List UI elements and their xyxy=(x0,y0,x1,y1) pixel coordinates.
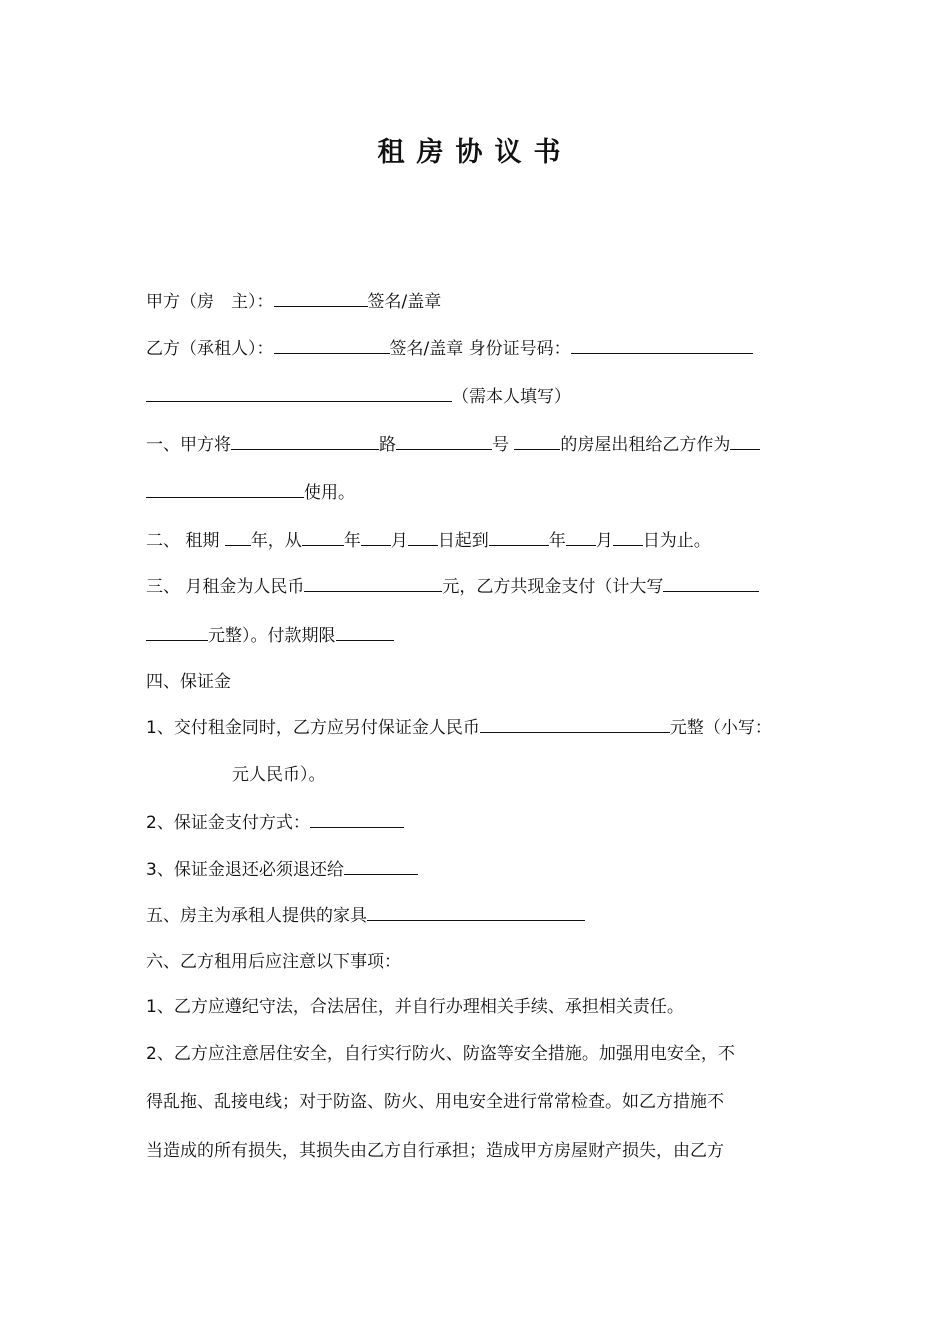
end-month-blank[interactable] xyxy=(566,528,596,546)
clause-6-item-1: 1、乙方应遵纪守法，合法居住，并自行办理相关手续、承担相关责任。 xyxy=(146,997,684,1017)
deposit-method-blank[interactable] xyxy=(310,810,404,828)
clause-4-item-2: 2、保证金支付方式： xyxy=(146,810,404,835)
deposit-refund-blank[interactable] xyxy=(344,857,418,875)
clause-4-item-3: 3、保证金退还必须退还给 xyxy=(146,857,418,882)
clause-4-item-1: 1、交付租金同时，乙方应另付保证金人民币 元整（小写： xyxy=(146,715,772,740)
party-b-signature-blank[interactable] xyxy=(274,336,390,354)
unit-blank[interactable] xyxy=(514,432,560,450)
payment-term-blank[interactable] xyxy=(336,623,394,641)
start-year-blank[interactable] xyxy=(302,528,344,546)
number-blank[interactable] xyxy=(396,432,492,450)
clause-5: 五、房主为承租人提供的家具 xyxy=(146,903,585,928)
usage-blank[interactable] xyxy=(730,432,760,450)
deposit-amount-blank[interactable] xyxy=(480,715,670,733)
rent-uppercase-blank[interactable] xyxy=(663,574,759,592)
end-year-blank[interactable] xyxy=(489,528,549,546)
term-years-blank[interactable] xyxy=(225,528,251,546)
clause-4-item-1-cont: 元人民币）。 xyxy=(232,765,326,785)
clause-6-item-2-line3: 当造成的所有损失，其损失由乙方自行承担；造成甲方房屋财产损失，由乙方 xyxy=(146,1141,724,1161)
clause-3-line2: 元整）。付款期限 xyxy=(146,623,394,648)
road-blank[interactable] xyxy=(231,432,379,450)
monthly-rent-blank[interactable] xyxy=(304,574,442,592)
end-day-blank[interactable] xyxy=(613,528,643,546)
party-a-line: 甲方（房 主）： 签名/盖章 xyxy=(146,289,441,314)
furniture-blank[interactable] xyxy=(367,903,585,921)
clause-1-line2: 使用。 xyxy=(146,480,355,505)
usage-blank-2[interactable] xyxy=(146,480,304,498)
start-day-blank[interactable] xyxy=(408,528,438,546)
party-b-line: 乙方（承租人）： 签名/盖章 身份证号码： xyxy=(146,336,753,361)
start-month-blank[interactable] xyxy=(361,528,391,546)
clause-6-heading: 六、乙方租用后应注意以下事项： xyxy=(146,952,401,972)
clause-4-heading: 四、保证金 xyxy=(146,672,231,692)
id-number-blank[interactable] xyxy=(571,336,753,354)
clause-6-item-2-line2: 得乱拖、乱接电线；对于防盗、防火、用电安全进行常常检查。如乙方措施不 xyxy=(146,1092,724,1112)
rent-uppercase-blank-2[interactable] xyxy=(146,623,208,641)
clause-1-line1: 一、甲方将 路 号 的房屋出租给乙方作为 xyxy=(146,432,760,457)
party-a-signature-blank[interactable] xyxy=(274,289,368,307)
id-number-blank-2[interactable] xyxy=(146,384,452,402)
clause-3-line1: 三、 月租金为人民币 元，乙方共现金支付（计大写 xyxy=(146,574,759,599)
clause-6-item-2-line1: 2、乙方应注意居住安全，自行实行防火、防盗等安全措施。加强用电安全，不 xyxy=(146,1044,735,1064)
document-title: 租房协议书 xyxy=(377,137,573,168)
party-b-id-line2: （需本人填写） xyxy=(146,384,571,409)
clause-2-line: 二、 租期 年，从 年 月 日起到 年 月 日为止。 xyxy=(146,528,711,553)
